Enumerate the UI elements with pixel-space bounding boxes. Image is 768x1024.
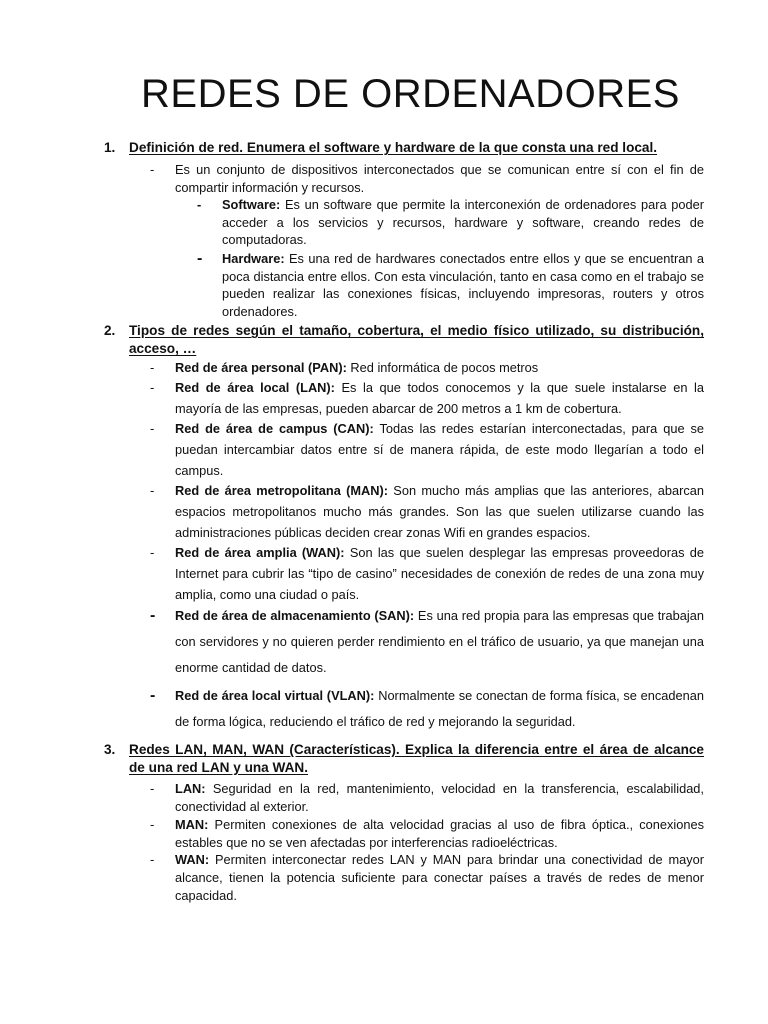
section-number: 1. xyxy=(104,140,116,155)
item-text: Es una red propia para las empresas que trabajan con servidores y no quieren perder rendimiento en el tráfico de usuario, ya que manejan una enorme cantidad de datos. xyxy=(175,608,704,675)
item-term: Red de área local virtual (VLAN): xyxy=(175,688,375,703)
bullet-dash: - xyxy=(197,197,202,212)
item-term: Red de área amplia (WAN): xyxy=(175,545,345,560)
bullet-dash: - xyxy=(150,483,155,498)
bullet-dash: - xyxy=(197,250,203,267)
item-term: Red de área personal (PAN): xyxy=(175,360,347,375)
list-item xyxy=(150,780,704,816)
list-item xyxy=(150,851,704,905)
section-title: Tipos de redes según el tamaño, cobertura, el medio físico utilizado, su distribución, acceso, … xyxy=(129,323,704,356)
bullet-dash: - xyxy=(150,852,155,867)
sub-list-item xyxy=(197,250,704,320)
bullet-dash: - xyxy=(150,545,155,560)
item-term: Red de área local (LAN): xyxy=(175,380,335,395)
list-item xyxy=(150,603,704,681)
bullet-dash: - xyxy=(150,607,156,624)
section-number: 3. xyxy=(104,742,116,757)
list-item xyxy=(150,816,704,852)
bullet-dash: - xyxy=(150,162,155,177)
item-term: Red de área metropolitana (MAN): xyxy=(175,483,389,498)
section-2-heading xyxy=(104,322,704,358)
list-item xyxy=(150,683,704,735)
item-text: Red informática de pocos metros xyxy=(346,360,539,375)
item-term: Hardware: xyxy=(222,251,285,266)
document-title: REDES DE ORDENADORES xyxy=(141,72,680,116)
item-term: Red de área de almacenamiento (SAN): xyxy=(175,608,415,623)
section-number: 2. xyxy=(104,323,116,338)
list-item xyxy=(150,161,704,197)
bullet-dash: - xyxy=(150,421,155,436)
bullet-dash: - xyxy=(150,360,155,375)
item-term: LAN: xyxy=(175,781,206,796)
item-term: Red de área de campus (CAN): xyxy=(175,421,374,436)
item-text: Permiten interconectar redes LAN y MAN para brindar una conectividad de mayor alcance, tienen la potencia suficiente para conectar países a través de redes de menor capacidad. xyxy=(175,852,704,903)
section-1-heading xyxy=(104,139,704,157)
list-item xyxy=(150,378,704,420)
item-text: Es un software que permite la interconexión de ordenadores para poder acceder a los servicios y recursos, hardware y software, creando redes de computadoras. xyxy=(222,197,704,247)
item-term: Software: xyxy=(222,197,281,212)
list-item xyxy=(150,481,704,543)
sub-list-item xyxy=(197,196,704,249)
section-title: Definición de red. Enumera el software y hardware de la que consta una red local. xyxy=(129,140,658,155)
bullet-dash: - xyxy=(150,781,155,796)
item-text: Son mucho más amplias que las anteriores, abarcan espacios metropolitanos mucho más grandes. Son las que suelen utilizarse cuando las administraciones públicas deciden crear zonas Wifi en grandes espacios. xyxy=(175,483,704,540)
item-text: Es un conjunto de dispositivos interconectados que se comunican entre sí con el fin de compartir información y recursos. xyxy=(175,162,704,195)
item-term: MAN: xyxy=(175,817,209,832)
list-item xyxy=(150,419,704,481)
list-item xyxy=(150,358,704,379)
item-text: Normalmente se conectan de forma física, se encadenan de forma lógica, reduciendo el tráfico de red y mejorando la seguridad. xyxy=(175,688,705,729)
bullet-dash: - xyxy=(150,380,155,395)
item-text: Son las que suelen desplegar las empresas proveedoras de Internet para cubrir las “tipo de casino” necesidades de conexión de redes de una zona muy amplia, como una ciudad o país. xyxy=(175,545,705,602)
section-title: Redes LAN, MAN, WAN (Características). Explica la diferencia entre el área de alcance de una red LAN y una WAN. xyxy=(129,742,704,775)
item-text: Permiten conexiones de alta velocidad gracias al uso de fibra óptica., conexiones estables que no se ven afectadas por interferencias radioeléctricas. xyxy=(175,817,704,850)
item-text: Es la que todos conocemos y la que suele instalarse en la mayoría de las empresas, pueden abarcar de 200 metros a 1 km de cobertura. xyxy=(175,380,704,416)
list-item xyxy=(150,543,704,605)
item-text: Es una red de hardwares conectados entre ellos y que se encuentran a poca distancia entre ellos. Con esta vinculación, tanto en casa como en el trabajo se pueden realizar las conexiones físicas, incluyendo impresoras, routers y otros ordenadores. xyxy=(222,251,704,319)
section-3-heading xyxy=(104,741,704,777)
item-term: WAN: xyxy=(175,852,210,867)
bullet-dash: - xyxy=(150,687,156,704)
item-text: Todas las redes estarían interconectadas, para que se puedan intercambiar datos entre sí de manera rápida, de este modo llegarían a todo el campus. xyxy=(175,421,704,478)
item-text: Seguridad en la red, mantenimiento, velocidad en la transferencia, escalabilidad, conectividad al exterior. xyxy=(175,781,704,814)
bullet-dash: - xyxy=(150,817,155,832)
